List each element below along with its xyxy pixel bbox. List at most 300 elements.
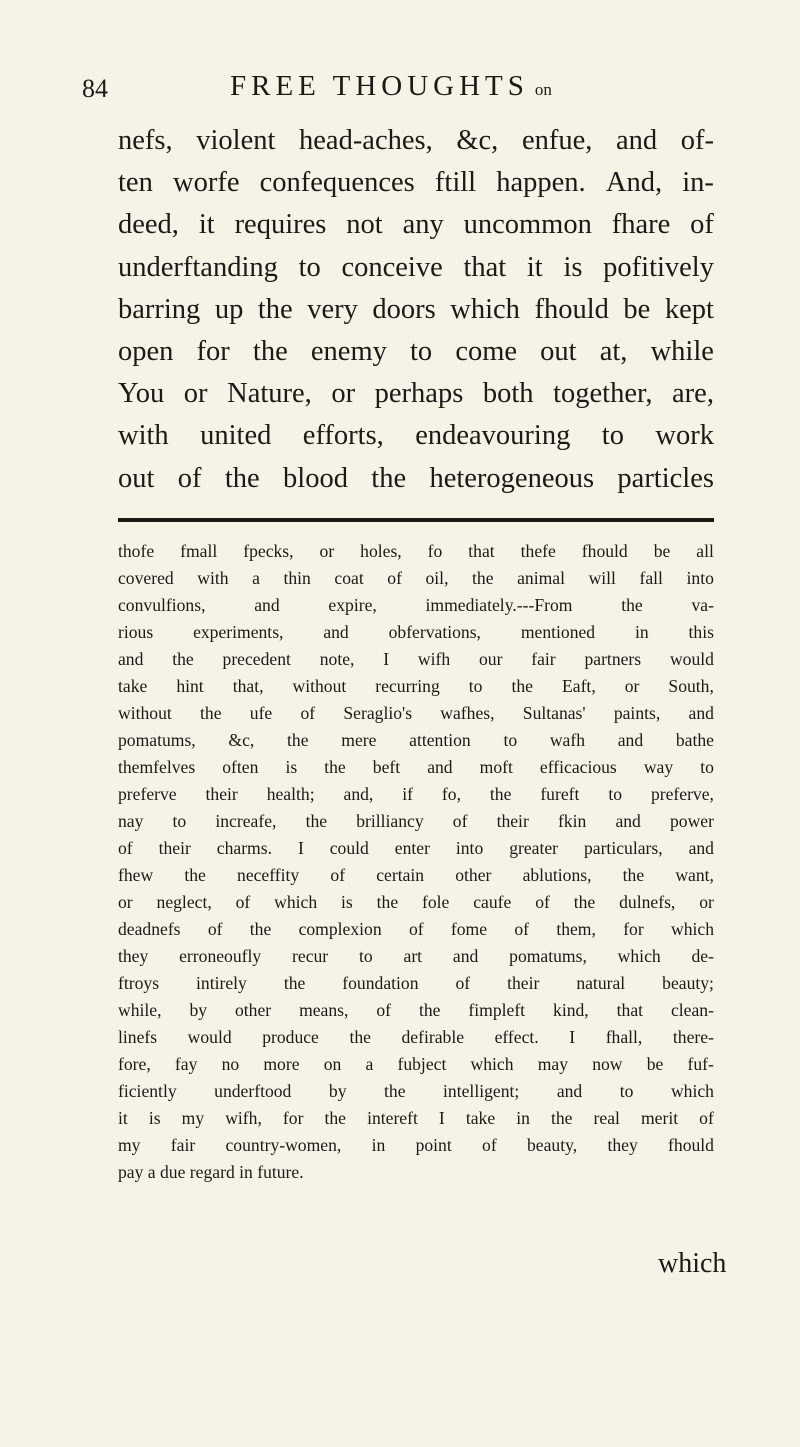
word: which: [671, 919, 714, 939]
word: thefe: [520, 541, 556, 561]
word: and,: [343, 784, 374, 804]
word: blood: [283, 462, 348, 494]
word: produce: [262, 1027, 319, 1047]
footnote-line: [118, 619, 714, 646]
word: barring: [118, 293, 201, 325]
word: to: [468, 676, 483, 696]
word: South,: [668, 676, 714, 696]
word: up: [214, 293, 244, 325]
word: that: [468, 541, 495, 561]
word: for: [282, 1108, 304, 1128]
page-header: [82, 70, 722, 110]
word: ten: [118, 167, 153, 199]
footnote-line: [118, 1078, 714, 1105]
word: into: [686, 568, 714, 588]
word: convulfions,: [118, 595, 206, 615]
word: fhould: [668, 1135, 714, 1155]
word: or: [624, 676, 640, 696]
word: paints,: [613, 703, 661, 723]
word: to: [619, 1081, 634, 1101]
word: means,: [299, 1000, 349, 1020]
word: or: [183, 378, 208, 410]
word: worfe: [173, 167, 240, 199]
main-text-block: [118, 120, 714, 500]
word: take: [118, 676, 148, 696]
word: enter: [394, 838, 430, 858]
word: fall: [639, 568, 663, 588]
word: of: [207, 919, 223, 939]
word: charms.: [216, 838, 272, 858]
word: will: [588, 568, 616, 588]
running-title-catch-word: on: [534, 80, 552, 99]
main-text-line: [118, 120, 714, 162]
word: &c,: [228, 730, 255, 750]
word: the: [287, 730, 309, 750]
word: is: [341, 892, 353, 912]
word: that: [463, 251, 507, 283]
footnote-line: [118, 1105, 714, 1132]
word: be: [653, 541, 671, 561]
word: deadnefs: [118, 919, 181, 939]
word: out: [540, 336, 577, 368]
word: the: [257, 293, 293, 325]
word: uncommon: [463, 209, 592, 241]
word: or: [331, 378, 356, 410]
footnote-line: [118, 781, 714, 808]
word: the: [418, 1000, 441, 1020]
footnote-line: [118, 727, 714, 754]
word: any: [402, 209, 444, 241]
word: underftood: [214, 1081, 292, 1101]
word: fhew: [118, 865, 154, 885]
word: I: [383, 649, 390, 669]
word: is: [563, 251, 583, 283]
word: the: [283, 973, 306, 993]
word: while: [650, 336, 714, 368]
word: the: [224, 462, 260, 494]
word: and: [323, 622, 349, 642]
word: out: [118, 462, 155, 494]
word: mere: [341, 730, 377, 750]
footnote-line: [118, 997, 714, 1024]
word: pomatums,: [118, 730, 196, 750]
word: of: [300, 703, 316, 723]
word: and: [615, 125, 658, 156]
word: fpecks,: [243, 541, 294, 561]
word: pomatums,: [509, 946, 587, 966]
word: wafh: [549, 730, 586, 750]
footnote-divider: [118, 518, 714, 522]
word: which: [450, 293, 520, 325]
word: without: [292, 676, 347, 696]
word: of: [699, 1108, 714, 1128]
word: natural: [576, 973, 626, 993]
word: intereft: [367, 1108, 418, 1128]
word: wafhes,: [440, 703, 495, 723]
word: beauty,: [527, 1135, 578, 1155]
word: effect.: [494, 1027, 539, 1047]
word: preferve: [118, 784, 177, 804]
word: a: [252, 568, 260, 588]
word: a: [365, 1054, 374, 1074]
word: to: [608, 784, 623, 804]
word: for: [623, 919, 644, 939]
footnote-line: [118, 943, 714, 970]
word: no: [221, 1054, 240, 1074]
word: underftanding: [118, 251, 278, 283]
word: of: [376, 1000, 392, 1020]
main-text-line: [118, 458, 714, 500]
word: in: [516, 1108, 530, 1128]
word: would: [187, 1027, 232, 1047]
word: the: [324, 1108, 346, 1128]
word: fo,: [441, 784, 461, 804]
word: very: [307, 293, 358, 325]
word: to: [172, 811, 187, 831]
word: hint: [176, 676, 204, 696]
word: it: [198, 209, 215, 241]
word: want,: [675, 865, 714, 885]
word: that,: [232, 676, 264, 696]
word: which: [470, 1054, 514, 1074]
word: together,: [553, 378, 653, 410]
word: intelligent;: [443, 1081, 520, 1101]
word: real: [593, 1108, 620, 1128]
word: it: [118, 1108, 128, 1128]
word: is: [148, 1108, 161, 1128]
word: ablutions,: [522, 865, 592, 885]
word: neceffity: [237, 865, 300, 885]
word: wifh: [417, 649, 451, 669]
word: the: [376, 892, 399, 912]
word: my: [118, 1135, 141, 1155]
word: neglect,: [156, 892, 212, 912]
word: of: [330, 865, 346, 885]
word: bathe: [675, 730, 714, 750]
word: pofitively: [603, 251, 714, 283]
word: fhare: [611, 209, 671, 241]
word: come: [455, 336, 518, 368]
word: the: [252, 336, 288, 368]
main-text-line: [118, 162, 714, 204]
word: particles: [617, 462, 714, 494]
word: experiments,: [193, 622, 284, 642]
word: and: [615, 811, 641, 831]
word: to: [700, 757, 714, 777]
word: both: [482, 378, 534, 410]
word: to: [359, 946, 373, 966]
word: fuf-: [687, 1054, 714, 1074]
word: recur: [292, 946, 329, 966]
word: fay: [174, 1054, 198, 1074]
word: of: [455, 973, 471, 993]
word: take: [465, 1108, 496, 1128]
word: fhould: [581, 541, 628, 561]
word: erroneoufly: [179, 946, 262, 966]
word: and: [688, 703, 714, 723]
word: not: [346, 209, 383, 241]
word: the: [324, 757, 346, 777]
word: of: [452, 811, 468, 831]
word: efforts,: [302, 420, 384, 452]
word: their: [507, 973, 540, 993]
word: united: [200, 420, 272, 452]
word: to: [503, 730, 518, 750]
word: all: [696, 541, 714, 561]
word: happen.: [496, 167, 586, 199]
word: by: [189, 1000, 208, 1020]
word: partners: [584, 649, 642, 669]
word: or: [319, 541, 335, 561]
word: other: [234, 1000, 272, 1020]
word: power: [669, 811, 714, 831]
word: fkin: [557, 811, 587, 831]
word: to: [298, 251, 321, 283]
main-text-line: [118, 289, 714, 331]
word: doors: [372, 293, 436, 325]
word: intirely: [196, 973, 247, 993]
word: I: [569, 1027, 576, 1047]
word: fo: [427, 541, 443, 561]
word: the: [349, 1027, 371, 1047]
word: and: [427, 757, 453, 777]
word: for: [196, 336, 230, 368]
footnote-line: [118, 889, 714, 916]
word: increafe,: [215, 811, 277, 831]
word: the: [489, 784, 512, 804]
word: I: [297, 838, 304, 858]
word: va-: [691, 595, 714, 615]
word: fole: [422, 892, 450, 912]
word: fair: [531, 649, 556, 669]
word: wifh,: [225, 1108, 262, 1128]
word: of: [482, 1135, 497, 1155]
main-text-line: [118, 415, 714, 457]
word: covered: [118, 568, 174, 588]
word: the: [371, 462, 407, 494]
word: kept: [664, 293, 714, 325]
word: kind,: [553, 1000, 589, 1020]
word: if: [402, 784, 413, 804]
footnote-line: [118, 808, 714, 835]
page-number: 84: [82, 74, 108, 103]
word: deed,: [118, 209, 179, 241]
word: I: [438, 1108, 445, 1128]
word: their: [205, 784, 238, 804]
word: nefs,: [118, 125, 173, 156]
word: way: [643, 757, 674, 777]
word: the: [550, 1108, 573, 1128]
word: certain: [376, 865, 425, 885]
word: the: [573, 892, 596, 912]
main-text-line: [118, 373, 714, 415]
main-text-line: [118, 204, 714, 246]
running-title: [230, 70, 552, 103]
word: the: [511, 676, 533, 696]
main-text-line: [118, 247, 714, 289]
word: which: [617, 946, 661, 966]
word: heterogeneous: [429, 462, 595, 494]
word: the: [172, 649, 194, 669]
word: other: [455, 865, 492, 885]
word: requires: [234, 209, 327, 241]
word: and: [556, 1081, 583, 1101]
word: endeavouring: [415, 420, 571, 452]
catchword: which: [658, 1248, 727, 1279]
word: clean-: [670, 1000, 714, 1020]
footnote-line: [118, 1051, 714, 1078]
word: conceive: [341, 251, 443, 283]
word: holes,: [360, 541, 402, 561]
word: on: [323, 1054, 342, 1074]
word: this: [688, 622, 714, 642]
word: while,: [118, 1000, 162, 1020]
word: fome: [450, 919, 488, 939]
word: that: [616, 1000, 644, 1020]
word: be: [646, 1054, 664, 1074]
word: of: [535, 892, 550, 912]
word: preferve,: [650, 784, 714, 804]
footnote-line: [118, 673, 714, 700]
word: fureft: [540, 784, 580, 804]
word: note,: [319, 649, 355, 669]
running-title-text: FREE THOUGHTS: [230, 70, 529, 102]
word: of: [118, 838, 133, 858]
footnote-line: [118, 1024, 714, 1051]
word: are,: [672, 378, 714, 410]
word: obfervations,: [388, 622, 481, 642]
footnote-block: [118, 538, 714, 1186]
word: fimpleft: [468, 1000, 526, 1020]
word: de-: [691, 946, 714, 966]
word: particulars,: [583, 838, 663, 858]
word: fhould: [534, 293, 609, 325]
word: and: [452, 946, 479, 966]
word: ftroys: [118, 973, 160, 993]
word: work: [655, 420, 714, 452]
word: and: [617, 730, 644, 750]
word: ftill: [434, 167, 477, 199]
word: complexion: [298, 919, 382, 939]
word: open: [118, 336, 174, 368]
word: it: [526, 251, 543, 283]
word: &c,: [456, 125, 499, 156]
word: which: [670, 1081, 714, 1101]
word: my: [181, 1108, 205, 1128]
word: rious: [118, 622, 154, 642]
word: animal: [517, 568, 565, 588]
word: of: [235, 892, 251, 912]
word: fair: [170, 1135, 196, 1155]
footnote-line: [118, 835, 714, 862]
word: brilliancy: [356, 811, 424, 831]
word: Eaft,: [562, 676, 596, 696]
word: would: [669, 649, 714, 669]
word: to: [410, 336, 433, 368]
word: moft: [479, 757, 513, 777]
word: fhall,: [605, 1027, 643, 1047]
word: health;: [266, 784, 315, 804]
footnote-line: pay a due regard in future.: [118, 1162, 304, 1182]
word: enemy: [310, 336, 387, 368]
word: immediately.---From: [425, 595, 573, 615]
word: by: [328, 1081, 347, 1101]
word: their: [496, 811, 529, 831]
word: art: [403, 946, 423, 966]
word: and: [118, 649, 144, 669]
word: now: [592, 1054, 623, 1074]
word: the: [384, 1081, 406, 1101]
word: in: [371, 1135, 386, 1155]
main-text-line: [118, 331, 714, 373]
word: beauty;: [662, 973, 714, 993]
word: of-: [680, 125, 714, 156]
word: of: [408, 919, 424, 939]
word: is: [285, 757, 298, 777]
word: fubject: [397, 1054, 447, 1074]
word: dulnefs,: [619, 892, 676, 912]
word: they: [607, 1135, 638, 1155]
word: the: [472, 568, 494, 588]
word: could: [329, 838, 369, 858]
word: there-: [672, 1027, 714, 1047]
word: their: [158, 838, 191, 858]
word: thofe: [118, 541, 155, 561]
word: You: [118, 378, 165, 410]
footnote-line: [118, 565, 714, 592]
word: often: [222, 757, 259, 777]
word: ficiently: [118, 1081, 177, 1101]
word: with: [118, 420, 169, 452]
word: themfelves: [118, 757, 196, 777]
word: efficacious: [539, 757, 617, 777]
word: nay: [118, 811, 144, 831]
word: oil,: [425, 568, 449, 588]
footnote-line: [118, 916, 714, 943]
word: in-: [682, 167, 714, 199]
word: they: [118, 946, 149, 966]
word: mentioned: [520, 622, 596, 642]
word: of: [514, 919, 530, 939]
footnote-line: [118, 754, 714, 781]
word: head-aches,: [299, 125, 433, 156]
word: in: [634, 622, 649, 642]
word: or: [699, 892, 714, 912]
word: defirable: [401, 1027, 465, 1047]
word: confequences: [259, 167, 415, 199]
word: And,: [605, 167, 663, 199]
word: them,: [556, 919, 596, 939]
word: greater: [509, 838, 559, 858]
word: country-women,: [225, 1135, 342, 1155]
word: without: [118, 703, 172, 723]
word: the: [622, 865, 645, 885]
word: to: [601, 420, 624, 452]
word: of: [387, 568, 402, 588]
word: of: [177, 462, 202, 494]
word: enfue,: [521, 125, 593, 156]
word: the: [305, 811, 328, 831]
word: may: [537, 1054, 569, 1074]
footnote-line: [118, 646, 714, 673]
word: attention: [409, 730, 471, 750]
word: with: [197, 568, 229, 588]
word: and: [688, 838, 714, 858]
word: the: [249, 919, 272, 939]
word: Seraglio's: [343, 703, 413, 723]
word: point: [415, 1135, 452, 1155]
footnote-line: [118, 862, 714, 889]
